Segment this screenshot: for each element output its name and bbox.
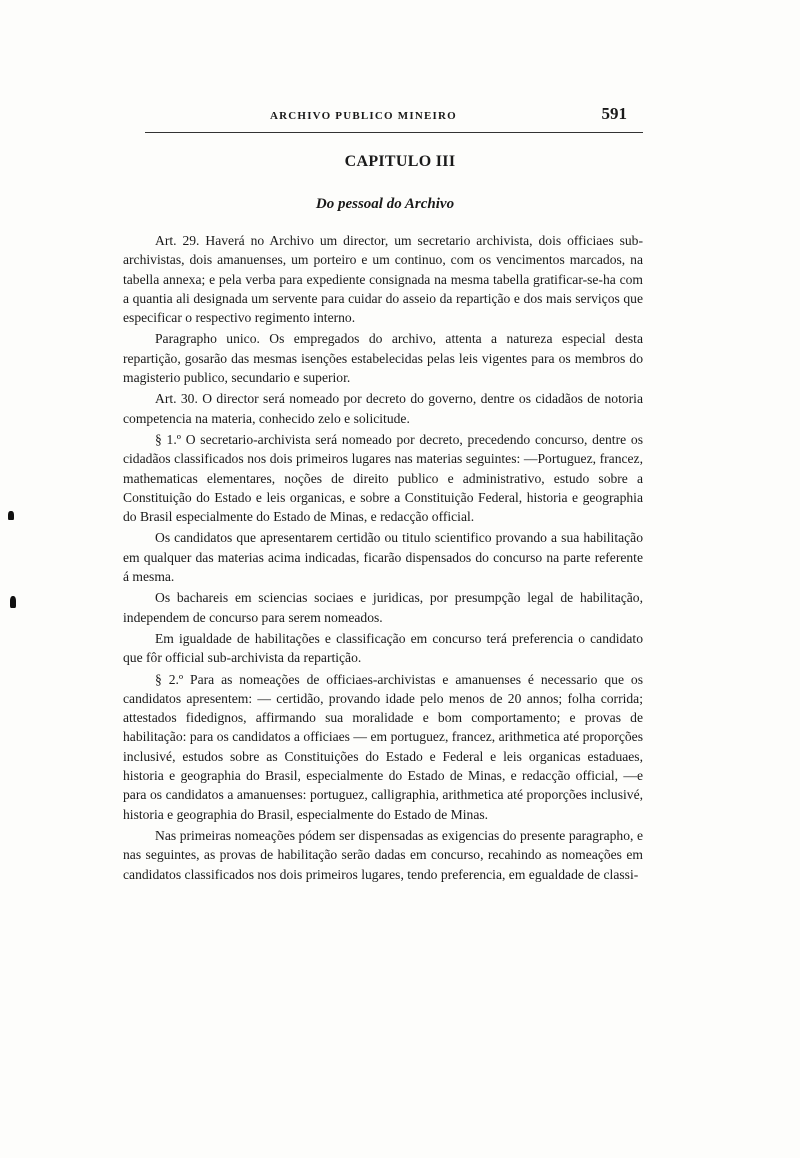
paragraph-art-30: Art. 30. O director será nomeado por decreto do governo, dentre os cidadãos de notoria competencia na materia, conhecido zelo e solicitude. <box>123 391 643 426</box>
body-text <box>123 231 643 886</box>
paragraph-bachareis: Os bachareis em sciencias sociaes e juridicas, por presumpção legal de habilitação, independem de concurso para serem nomeados. <box>123 590 643 625</box>
paragraph-art-29: Art. 29. Haverá no Archivo um director, um secretario archivista, dois officiaes sub-archivistas, dois amanuenses, um porteiro e um continuo, com os vencimentos marcados, na tabella annexa; e pela verba para expediente consignada na mesma tabella gratificar-se-ha com a quantia ali designada um servente para cuidar do asseio da repartição e dos mais serviços que especificar o respectivo regimento interno. <box>123 233 643 326</box>
page-number: 591 <box>601 104 627 123</box>
running-head <box>145 104 645 130</box>
margin-ink-mark <box>8 511 14 520</box>
paragraph-sec-1: § 1.º O secretario-archivista será nomeado por decreto, precedendo concurso, dentre os cidadãos classificados nos dois primeiros lugares nas materias seguintes: —Portuguez, francez, mathematicas elementares, noções de direito publico e administrativo, estudo sobre a Constituição do Estado e leis organicas, e sobre a Constituição Federal, historia e geographia do Brasil especialmente do Estado de Minas, e redacção official. <box>123 431 643 525</box>
section-title: Do pessoal do Archivo <box>315 196 455 212</box>
chapter-title: CAPITULO III <box>344 153 456 170</box>
paragraph-candidatos: Os candidatos que apresentarem certidão ou titulo scientifico provando a sua habilitação em qualquer das materias acima indicadas, ficarão dispensados do concurso na parte referente á mesma. <box>123 530 643 585</box>
paragraph-igualdade: Em igualdade de habilitações e classificação em concurso terá preferencia o candidato que fôr official sub-archivista da repartição. <box>123 630 643 666</box>
running-title: ARCHIVO PUBLICO MINEIRO <box>270 110 457 122</box>
paragraph-unico: Paragrapho unico. Os empregados do archivo, attenta a natureza especial desta repartição, gosarão das mesmas isenções estabelecidas pelas leis vigentes para os membros do magisterio publico, secundario e superior. <box>123 331 643 386</box>
margin-ink-mark <box>10 596 16 608</box>
paragraph-sec-2: § 2.º Para as nomeações de officiaes-archivistas e amanuenses é necessario que os candidatos apresentem: — certidão, provando idade pelo menos de 20 annos; folha corrida; attestados fidedignos, affirmando sua moralidade e bom comportamento; e provas de habilitação: para os candidatos a officiaes — em portuguez, francez, arithmetica até proporções inclusivé, estudos sobre as Constituições do Estado e Federal e leis organicas estaduaes, historia e geographia do Brasil, especialmente do Estado de Minas, e redacção official, —e para os candidatos a amanuenses: portuguez, calligraphia, arithmetica até proporções inclusivé, historia e geographia do Brasil, especialmente do Estado de Minas. <box>123 671 643 822</box>
paragraph-primeiras-nomeacoes: Nas primeiras nomeações pódem ser dispensadas as exigencias do presente paragrapho, e nas seguintes, as provas de habilitação serão dadas em concurso, recahindo as nomeações em candidatos classificados nos dois primeiros lugares, tendo preferencia, em egualdade de classi- <box>123 827 643 882</box>
header-rule <box>145 132 643 133</box>
